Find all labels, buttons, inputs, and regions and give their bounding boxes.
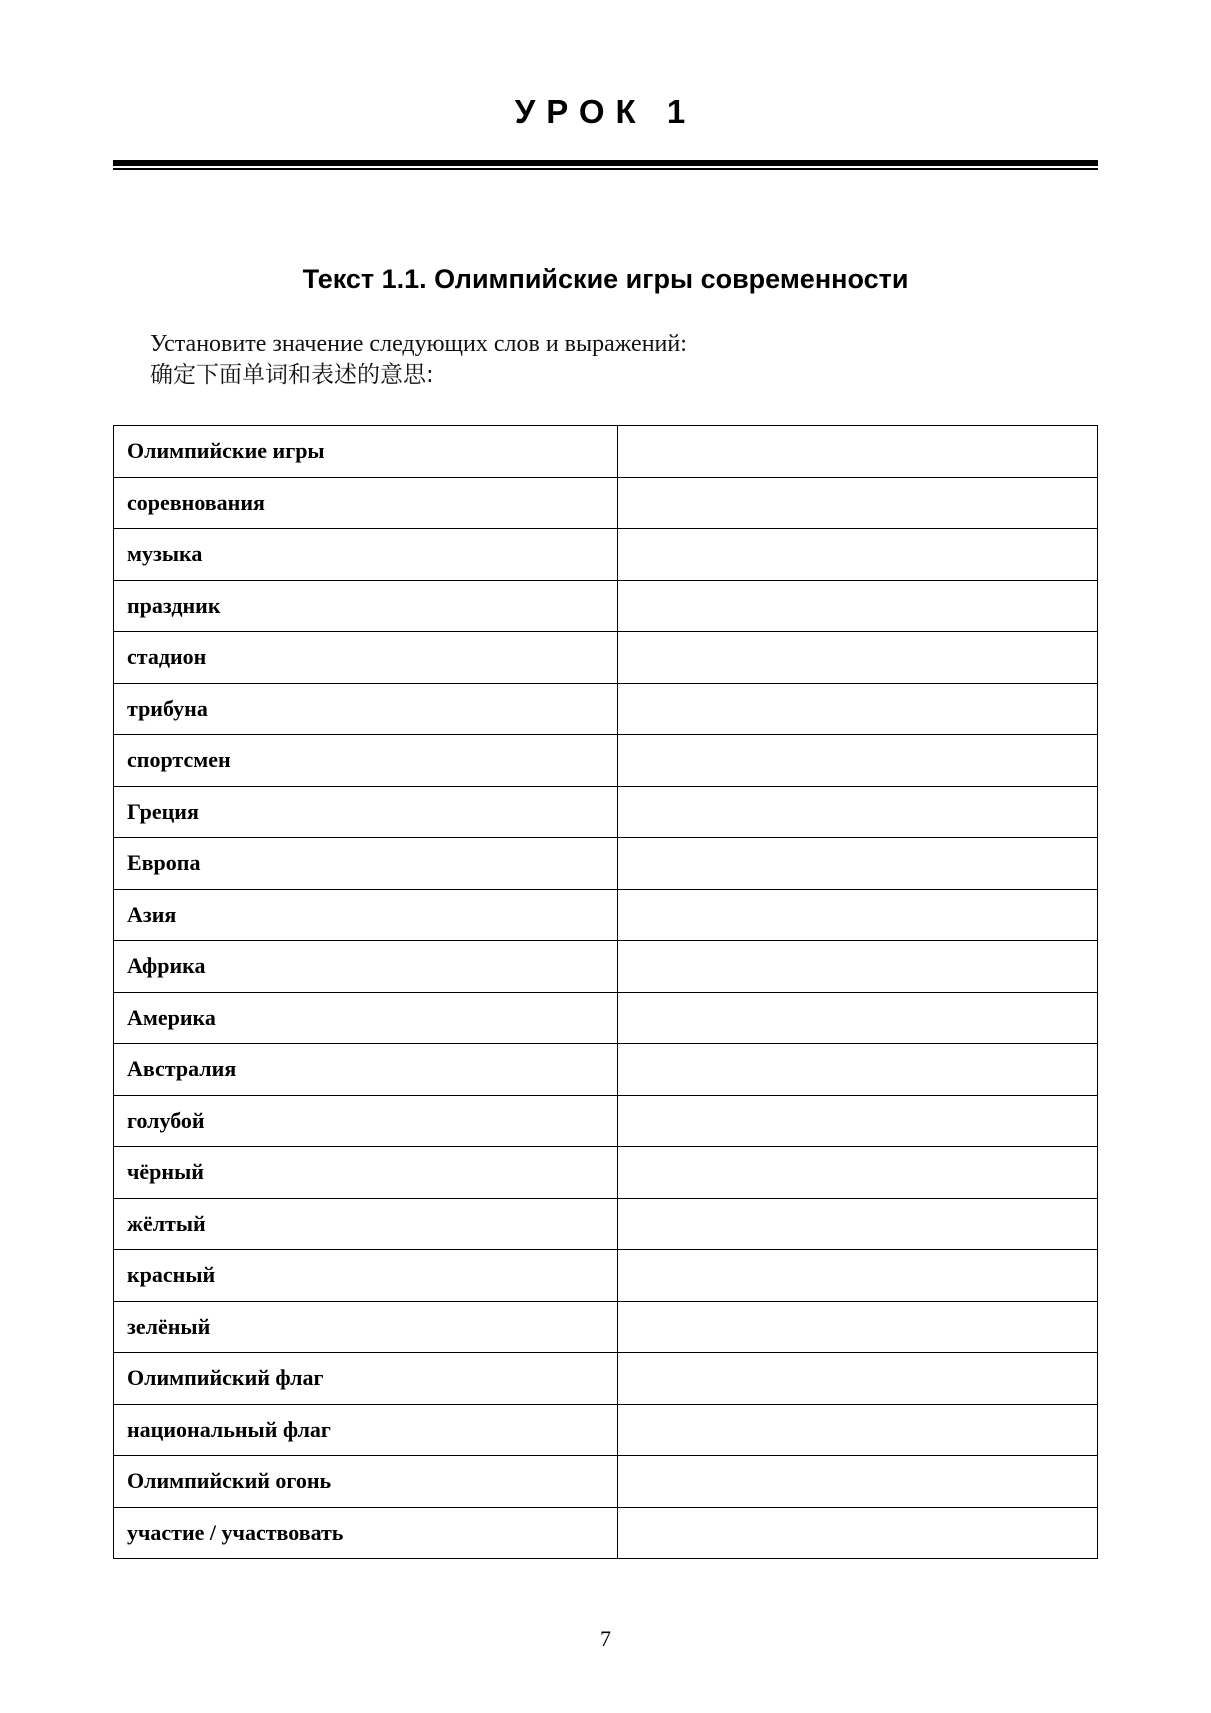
term-cell: соревнования [114, 477, 618, 529]
term-cell: Африка [114, 941, 618, 993]
term-cell: Олимпийский огонь [114, 1456, 618, 1508]
table-row [114, 426, 1098, 478]
translation-cell[interactable] [618, 1250, 1098, 1302]
table-row [114, 786, 1098, 838]
translation-cell[interactable] [618, 1044, 1098, 1096]
table-row [114, 1353, 1098, 1405]
title-divider-thin [113, 168, 1098, 170]
term-cell: Австралия [114, 1044, 618, 1096]
term-cell: Олимпийский флаг [114, 1353, 618, 1405]
translation-cell[interactable] [618, 889, 1098, 941]
table-row [114, 1147, 1098, 1199]
term-cell: национальный флаг [114, 1404, 618, 1456]
translation-cell[interactable] [618, 1147, 1098, 1199]
table-row [114, 992, 1098, 1044]
translation-cell[interactable] [618, 1198, 1098, 1250]
translation-cell[interactable] [618, 1353, 1098, 1405]
term-cell: праздник [114, 580, 618, 632]
table-row [114, 477, 1098, 529]
translation-cell[interactable] [618, 786, 1098, 838]
term-cell: Греция [114, 786, 618, 838]
lesson-title: УРОК 1 [514, 93, 697, 130]
table-row [114, 941, 1098, 993]
term-cell: Азия [114, 889, 618, 941]
table-row [114, 838, 1098, 890]
table-row [114, 1507, 1098, 1559]
table-row [114, 1456, 1098, 1508]
translation-cell[interactable] [618, 477, 1098, 529]
term-cell: музыка [114, 529, 618, 581]
term-cell: участие / участвовать [114, 1507, 618, 1559]
translation-cell[interactable] [618, 426, 1098, 478]
translation-cell[interactable] [618, 632, 1098, 684]
text-title: Текст 1.1. Олимпийские игры современности [302, 264, 909, 294]
translation-cell[interactable] [618, 1404, 1098, 1456]
table-row [114, 889, 1098, 941]
term-cell: Америка [114, 992, 618, 1044]
translation-cell[interactable] [618, 580, 1098, 632]
translation-cell[interactable] [618, 838, 1098, 890]
term-cell: стадион [114, 632, 618, 684]
term-cell: трибуна [114, 683, 618, 735]
vocabulary-table [113, 425, 1098, 1559]
table-row [114, 1404, 1098, 1456]
table-row [114, 1250, 1098, 1302]
term-cell: Олимпийские игры [114, 426, 618, 478]
term-cell: зелёный [114, 1301, 618, 1353]
translation-cell[interactable] [618, 683, 1098, 735]
table-row [114, 580, 1098, 632]
translation-cell[interactable] [618, 529, 1098, 581]
table-row [114, 735, 1098, 787]
translation-cell[interactable] [618, 1301, 1098, 1353]
table-row [114, 529, 1098, 581]
term-cell: спортсмен [114, 735, 618, 787]
instruction-chinese: 确定下面单词和表述的意思: [150, 362, 434, 388]
term-cell: красный [114, 1250, 618, 1302]
table-row [114, 1198, 1098, 1250]
translation-cell[interactable] [618, 1456, 1098, 1508]
translation-cell[interactable] [618, 1095, 1098, 1147]
table-row [114, 1095, 1098, 1147]
table-row [114, 1301, 1098, 1353]
translation-cell[interactable] [618, 1507, 1098, 1559]
table-row [114, 1044, 1098, 1096]
term-cell: голубой [114, 1095, 618, 1147]
translation-cell[interactable] [618, 941, 1098, 993]
term-cell: Европа [114, 838, 618, 890]
page-number: 7 [600, 1626, 611, 1651]
table-row [114, 683, 1098, 735]
table-row [114, 632, 1098, 684]
translation-cell[interactable] [618, 735, 1098, 787]
term-cell: жёлтый [114, 1198, 618, 1250]
term-cell: чёрный [114, 1147, 618, 1199]
instruction-russian: Установите значение следующих слов и выражений: [150, 331, 687, 357]
title-divider-thick [113, 160, 1098, 166]
translation-cell[interactable] [618, 992, 1098, 1044]
